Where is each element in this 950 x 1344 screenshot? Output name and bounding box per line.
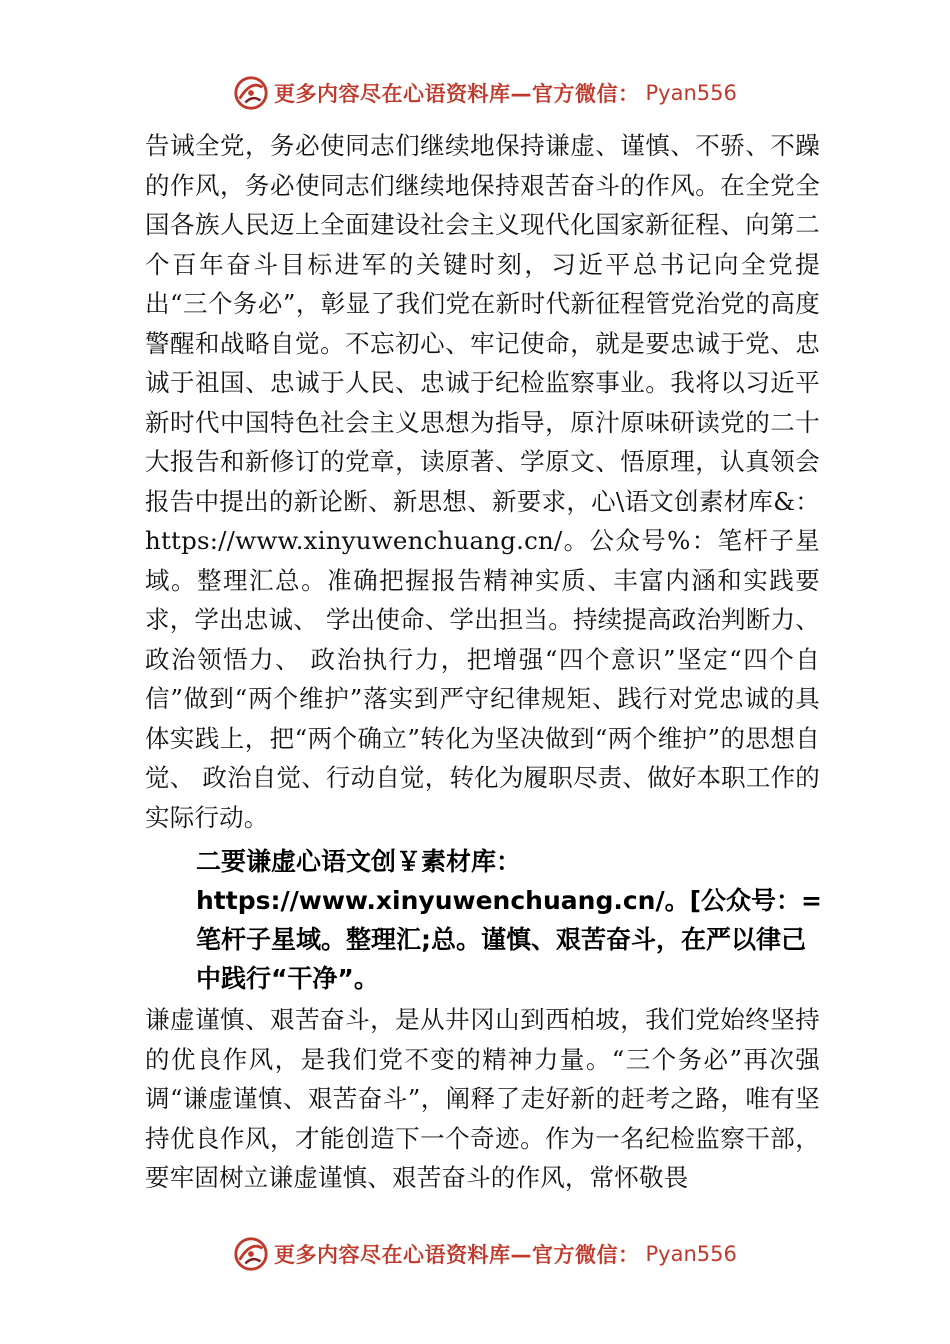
paragraph-text: 告诫全党，务必使同志们继续地保持谦虚、谨慎、不骄、不躁的作风，务必使同志们继续地保持艰苦奋斗的作风。在全党全国各族人民迈上全面建设社会主义现代化国家新征程、向第二个百年奋斗目标进军的关键时刻，习近平总书记向全党提出“三个务必”，彰显了我们党在新时代新征程管党治党的高度警醒和战略自觉。不忘初心、牢记使命，就是要忠诚于党、忠诚于祖国、忠诚于人民、忠诚于纪检监察事业。我将以习近平新时代中国特色社会主义思想为指导，原汁原味研读党的二十大报告和新修订的党章，读原著、学原文、悟原理，认真领会报告中提出的新论断、新思想、新要求，心\语文创素材库&：https://www.xinyuwenchuang.cn/。公众号%：笔杆子星域。整理汇总。准确把握报告精神实质、丰富内涵和实践要求，学出忠诚、 学出使命、学出担当。持续提高政治判断力、政治领悟力、 政治执行力，把增强“四个意识”坚定“四个自信”做到“两个维护”落实到严守纪律规矩、践行对党忠诚的具体实践上，把“两个确立”转化为坚决做到“两个维护”的思想自觉、 政治自觉、行动自觉，转化为履职尽责、做好本职工作的实际行动。	[145, 131, 820, 832]
header-banner-text: 更多内容尽在心语资料库—官方微信：	[274, 82, 640, 106]
body-paragraph-1	[145, 126, 820, 837]
footer-wechat-id: Pyan556	[645, 1242, 737, 1266]
footer-banner-text: 更多内容尽在心语资料库—官方微信：	[274, 1243, 640, 1267]
paragraph-text: 谦虚谨慎、艰苦奋斗，是从井冈山到西柏坡，我们党始终坚持的优良作风，是我们党不变的精神力量。“三个务必”再次强调“谦虚谨慎、艰苦奋斗”，阐释了走好新的赶考之路，唯有坚持优良作风，才能创造下一个奇迹。作为一名纪检监察干部，要牢固树立谦虚谨慎、艰苦奋斗的作风，常怀敬畏	[145, 1005, 820, 1192]
section-heading-text: 二要谦虚心语文创￥素材库：https://www.xinyuwenchuang.cn/。[公众号：=笔杆子星域。整理汇;总。谨慎、艰苦奋斗，在严以律己中践行“干净”。	[196, 847, 822, 993]
seal-logo-icon	[232, 1235, 270, 1273]
seal-logo-icon	[232, 74, 270, 112]
body-paragraph-2	[145, 1000, 820, 1198]
section-heading	[196, 842, 826, 998]
header-wechat-id: Pyan556	[645, 81, 737, 105]
footer-banner	[232, 1232, 737, 1276]
header-banner	[232, 71, 737, 115]
